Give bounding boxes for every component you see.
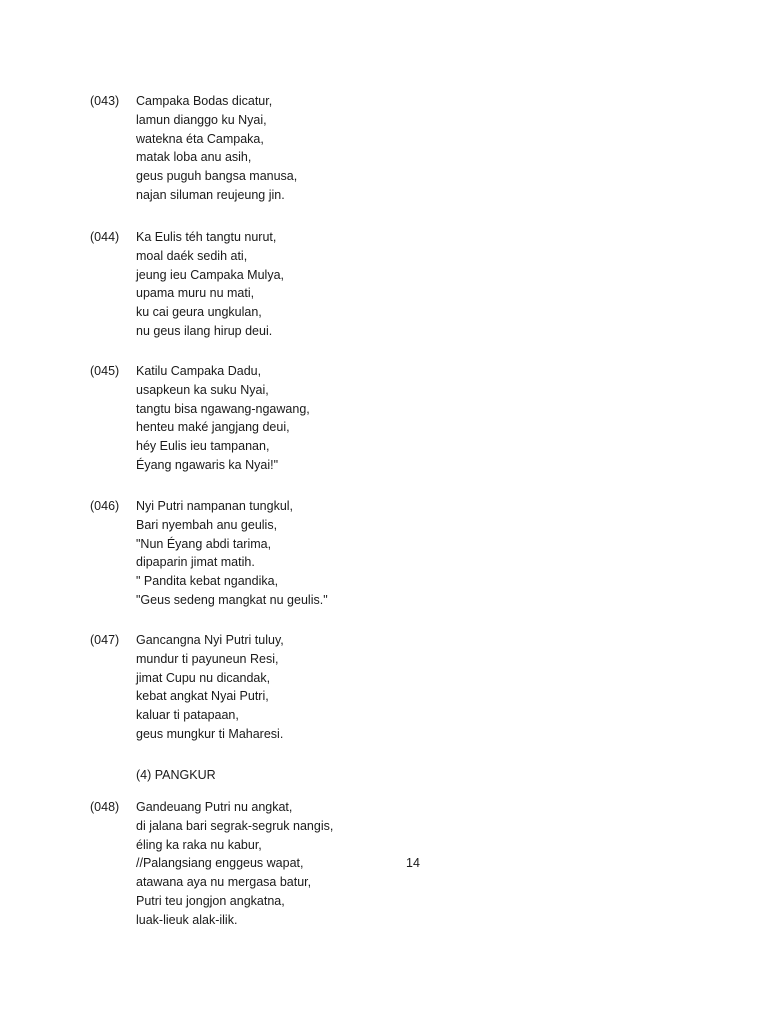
verse-line: ku cai geura ungkulan,	[136, 305, 262, 320]
section-heading: (4) PANGKUR	[136, 768, 216, 782]
verse-line: kebat angkat Nyai Putri,	[136, 689, 269, 704]
verse-line: Gancangna Nyi Putri tuluy,	[136, 633, 284, 647]
stanza-lines	[136, 362, 536, 475]
verse-line: jeung ieu Campaka Mulya,	[136, 267, 284, 282]
stanza-number: (047)	[90, 633, 120, 647]
verse-line: luak-lieuk alak-ilik.	[136, 912, 238, 927]
verse-line: Bari nyembah anu geulis,	[136, 517, 278, 532]
verse-line: watekna éta Campaka,	[136, 131, 264, 146]
verse-line: Éyang ngawaris ka Nyai!"	[136, 457, 279, 472]
stanza-lines	[136, 631, 536, 744]
verse-line: najan siluman reujeung jin.	[136, 187, 285, 202]
verse-line: "Nun Éyang abdi tarima,	[136, 536, 272, 551]
verse-line: lamun dianggo ku Nyai,	[136, 112, 267, 127]
stanza-number: (043)	[90, 94, 120, 108]
verse-line: Katilu Campaka Dadu,	[136, 364, 262, 378]
verse-line: héy Eulis ieu tampanan,	[136, 439, 270, 454]
verse-line: Ka Eulis téh tangtu nurut,	[136, 230, 277, 244]
verse-line: Nyi Putri nampanan tungkul,	[136, 499, 294, 513]
verse-line: jimat Cupu nu dicandak,	[136, 670, 271, 685]
verse-line: Gandeuang Putri nu angkat,	[136, 800, 293, 814]
verse-line: geus mungkur ti Maharesi.	[136, 726, 284, 741]
verse-line: di jalana bari segrak-segruk nangis,	[136, 818, 334, 833]
verse-line: "Geus sedeng mangkat nu geulis."	[136, 592, 328, 607]
verse-line: tangtu bisa ngawang-ngawang,	[136, 401, 310, 416]
verse-line: usapkeun ka suku Nyai,	[136, 382, 269, 397]
verse-line: moal daék sedih ati,	[136, 248, 248, 263]
stanza-lines	[136, 92, 536, 205]
stanza-number: (048)	[90, 800, 120, 814]
stanza-number: (044)	[90, 230, 120, 244]
verse-line: atawana aya nu mergasa batur,	[136, 875, 312, 890]
verse-line: geus puguh bangsa manusa,	[136, 169, 298, 184]
verse-line: éling ka raka nu kabur,	[136, 837, 262, 852]
page-number: 14	[406, 856, 420, 870]
verse-line: //Palangsiang enggeus wapat,	[136, 856, 304, 871]
stanza-lines	[136, 228, 536, 341]
verse-line: Campaka Bodas dicatur,	[136, 94, 273, 108]
stanza-number: (045)	[90, 364, 120, 378]
verse-line: matak loba anu asih,	[136, 150, 252, 165]
verse-line: henteu maké jangjang deui,	[136, 420, 290, 435]
verse-line: " Pandita kebat ngandika,	[136, 574, 279, 589]
verse-line: Putri teu jongjon angkatna,	[136, 893, 285, 908]
stanza-number: (046)	[90, 499, 120, 513]
stanza-lines	[136, 798, 536, 930]
verse-line: kaluar ti patapaan,	[136, 708, 239, 723]
verse-line: upama muru nu mati,	[136, 286, 255, 301]
stanza-lines	[136, 497, 536, 610]
verse-line: dipaparin jimat matih.	[136, 555, 255, 570]
verse-line: mundur ti payuneun Resi,	[136, 651, 279, 666]
verse-line: nu geus ilang hirup deui.	[136, 323, 273, 338]
